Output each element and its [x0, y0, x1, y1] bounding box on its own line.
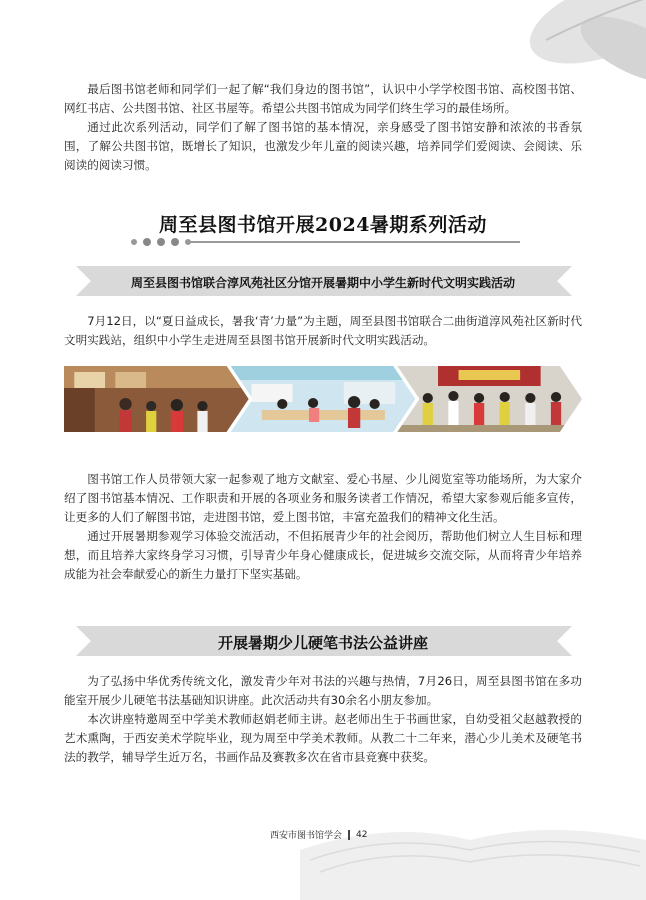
section1-paragraph-2: 图书馆工作人员带领大家一起参观了地方文献室、爱心书屋、少儿阅览室等功能场所，为大家介绍了图书馆基本情况、工作职责和开展的各项业务和服务读者工作情况，希望大家参观后能多宣传，让更多的人们了解图书馆，走进图书馆，爱上图书馆，丰富充盈我们的精神文化生活。: [64, 472, 582, 524]
photo-strip: [64, 366, 582, 432]
photo-library-tour: [64, 366, 249, 432]
main-title: 周至县图书馆开展2024暑期系列活动: [159, 214, 487, 236]
footer-org: 西安市图书馆学会: [270, 831, 343, 841]
section1-paragraph-1: 7月12日，以“夏日益成长，暑我‘青’力量”为主题，周至县图书馆联合二曲街道淳风苑社区新时代文明实践站，组织中小学生走进周至县图书馆开展新时代文明实践活动。: [64, 314, 582, 347]
intro-paragraph-2: 通过此次系列活动，同学们了解了图书馆的基本情况，亲身感受了图书馆安静和浓浓的书香氛围，了解公共图书馆，既增长了知识，也激发少年儿童的阅读兴趣，培养同学们爱阅读、会阅读、乐阅读的阅读习惯。: [64, 120, 582, 172]
section2-paragraph-2: 本次讲座特邀周至中学美术教师赵娟老师主讲。赵老师出生于书画世家，自幼受祖父赵越教授的艺术熏陶，于西安美术学院毕业，现为周至中学美术教师。从教二十二年来，潜心少儿美术及硬笔书法的教学，辅导学生近万名，书画作品及赛教多次在省市县竞赛中获奖。: [64, 712, 582, 764]
photo-children-reading: [231, 366, 416, 432]
section2-paragraph-1: 为了弘扬中华优秀传统文化，激发青少年对书法的兴趣与热情，7月26日，周至县图书馆在多功能室开展少儿硬笔书法基础知识讲座。此次活动共有30余名小朋友参加。: [64, 674, 582, 707]
section2-block: [64, 672, 582, 767]
section1-block-b: [64, 470, 582, 584]
title-divider-line: [190, 241, 520, 243]
page-footer: [270, 828, 367, 841]
section1-paragraph-3: 通过开展暑期参观学习体验交流活动，不但拓展青少年的社会阅历，帮助他们树立人生目标和理想，而且培养大家终身学习习惯，引导青少年身心健康成长，促进城乡交流交际，从而将青少年培养成能为社会奉献爱心的新生力量打下坚实基础。: [64, 529, 582, 581]
intro-block: [64, 80, 582, 175]
title-dots-divider: [131, 238, 191, 246]
section2-heading: 开展暑期少儿硬笔书法公益讲座: [217, 634, 428, 652]
page-number: 42: [356, 829, 368, 840]
section1-block-a: [64, 312, 582, 350]
section1-heading: 周至县图书馆联合淳风苑社区分馆开展暑期中小学生新时代文明实践活动: [130, 276, 515, 290]
photo-group-picture: [397, 366, 582, 432]
intro-paragraph-1: 最后图书馆老师和同学们一起了解“我们身边的图书馆”，认识中小学学校图书馆、高校图书馆、网红书店、公共图书馆、社区书屋等。希望公共图书馆成为同学们终生学习的最佳场所。: [64, 82, 582, 115]
footer-separator: [348, 830, 350, 840]
